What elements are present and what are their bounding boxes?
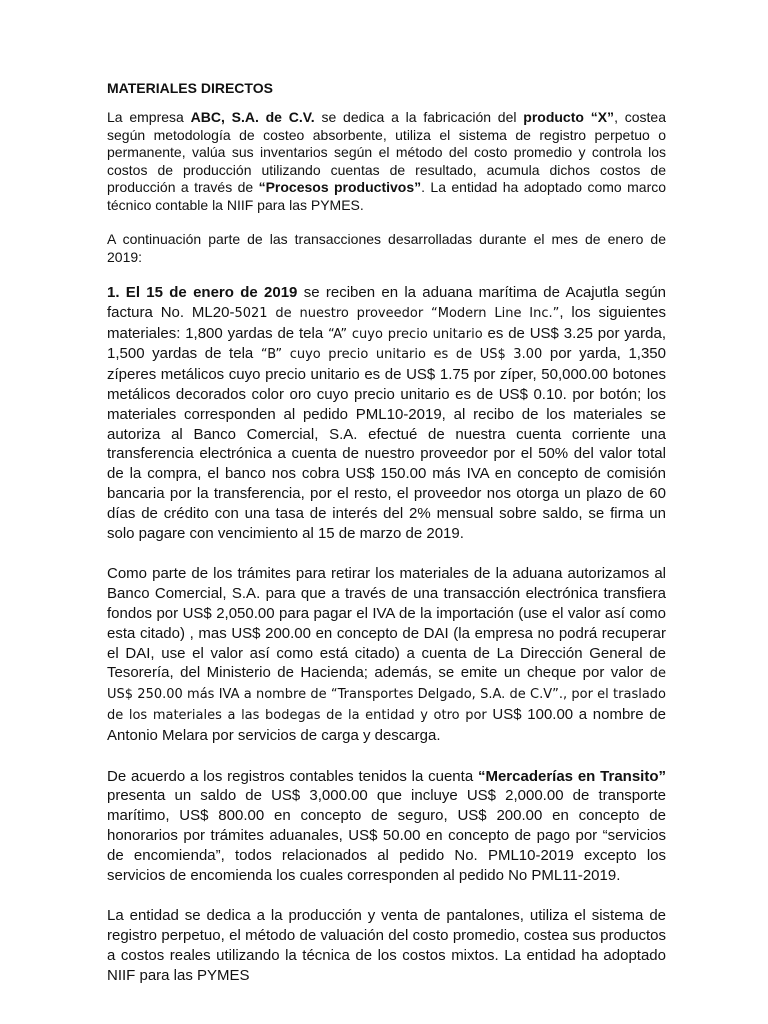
company-name: ABC, S.A. de C.V. xyxy=(190,109,315,125)
text-span: Como parte de los trámites para retirar los materiales de la aduana autorizamos al Banco Comercial, S.A. para que a través de una transacción electrónica transfiera fondos por US$ 2,050.00 para pagar el IVA de la importación (use el valor así como esta citado) , mas US$ 200.00 en concepto de DAI (la empresa no podrá recuperar el DAI, use el valor así como está citado) a cuenta de La Dirección General de Tesorería, del Ministerio de Hacienda; además, se emite un cheque por valor xyxy=(107,565,666,682)
paragraph-company-description xyxy=(107,109,666,214)
text-span-alt-font: 5021 de nuestro proveedor “Modern Line Inc.” xyxy=(234,305,560,321)
text-span: se reciben en la aduana marítima de Acajutla según factura No. ML20- xyxy=(107,284,666,321)
paragraph-transit-account xyxy=(107,767,666,886)
text-span: por yarda, 1,350 zíperes metálicos cuyo precio unitario es de US$ 1.75 por zíper, 50,000.00 botones metálicos decorados color oro cuyo precio unitario es de US$ 0.10. por botón; los materiales corresponden al pedido PML10-2019, al recibo de los materiales se autoriza al Banco Comercial, S.A. efectué de nuestra cuenta corriente una transferencia electrónica a cuenta de nuestro proveedor por el 50% del valor total de la compra, el banco nos cobra US$ 150.00 más IVA en concepto de comisión bancaria por la transferencia, por el resto, el proveedor nos otorga un plazo de 60 días de crédito con una tasa de interés del 2% mensual sobre saldo, se firma un solo pagare con vencimiento al 15 de marzo de 2019. xyxy=(107,345,666,542)
paragraph-transaction-1 xyxy=(107,283,666,543)
text-span-alt-font: “B” cuyo precio unitario es de US$ 3.00 xyxy=(260,347,543,363)
text-span-alt-font: “A” cuyo precio unitario xyxy=(328,326,483,342)
text-span: US$ 100.00 a nombre de Antonio Melara por servicios de carga y descarga. xyxy=(107,705,666,744)
product-name: producto “X” xyxy=(523,109,615,125)
transaction-date: 1. El 15 de enero de 2019 xyxy=(107,284,298,301)
text-span: presenta un saldo de US$ 3,000.00 que incluye US$ 2,000.00 de transporte marítimo, US$ 800.00 en concepto de seguro, US$ 200.00 en concepto de honorarios por trámites aduanales, US$ 50.00 en concepto de pago por “servicios de encomienda”, todos relacionados al pedido No. PML10-2019 excepto los servicios de encomienda los cuales corresponden al pedido No PML11-2019. xyxy=(107,787,666,884)
paragraph-intro: A continuación parte de las transacciones desarrolladas durante el mes de enero de 2019: xyxy=(107,231,666,265)
text-span: es de US$ 3.25 por yarda, 1,500 yardas de tela xyxy=(107,324,666,363)
text-span: . La entidad ha adoptado como marco técnico contable la NIIF para las PYMES. xyxy=(107,179,667,213)
paragraph-customs xyxy=(107,564,666,745)
text-span: , costea según metodología de costeo absorbente, utiliza el sistema de registro perpetuo o permanente, valúa sus inventarios según el método del costo promedio y controla los costos de producción utilizando cuentas de resultado, acumula dichos costos de producción a través de xyxy=(107,109,666,195)
document-heading: MATERIALES DIRECTOS xyxy=(107,80,273,96)
account-name: “Mercaderías en Transito” xyxy=(477,767,666,785)
text-span: se dedica a la fabricación del xyxy=(314,109,524,125)
process-name: “Procesos productivos” xyxy=(258,179,422,195)
text-span: , los siguientes materiales: 1,800 yardas de tela xyxy=(107,303,666,342)
paragraph-entity: La entidad se dedica a la producción y venta de pantalones, utiliza el sistema de registro perpetuo, el método de valuación del costo promedio, costea sus productos a costos reales utilizando la técnica de los costos mixtos. La entidad ha adoptado NIIF para las PYMES xyxy=(107,907,666,984)
text-span-alt-font: de US$ 250.00 más IVA a nombre de “Transportes Delgado, S.A. de C.V”., por el traslado de los materiales a las bodegas de la entidad y otro por xyxy=(107,666,666,723)
text-span: La empresa xyxy=(107,109,191,125)
text-span: De acuerdo a los registros contables tenidos la cuenta xyxy=(107,767,478,785)
